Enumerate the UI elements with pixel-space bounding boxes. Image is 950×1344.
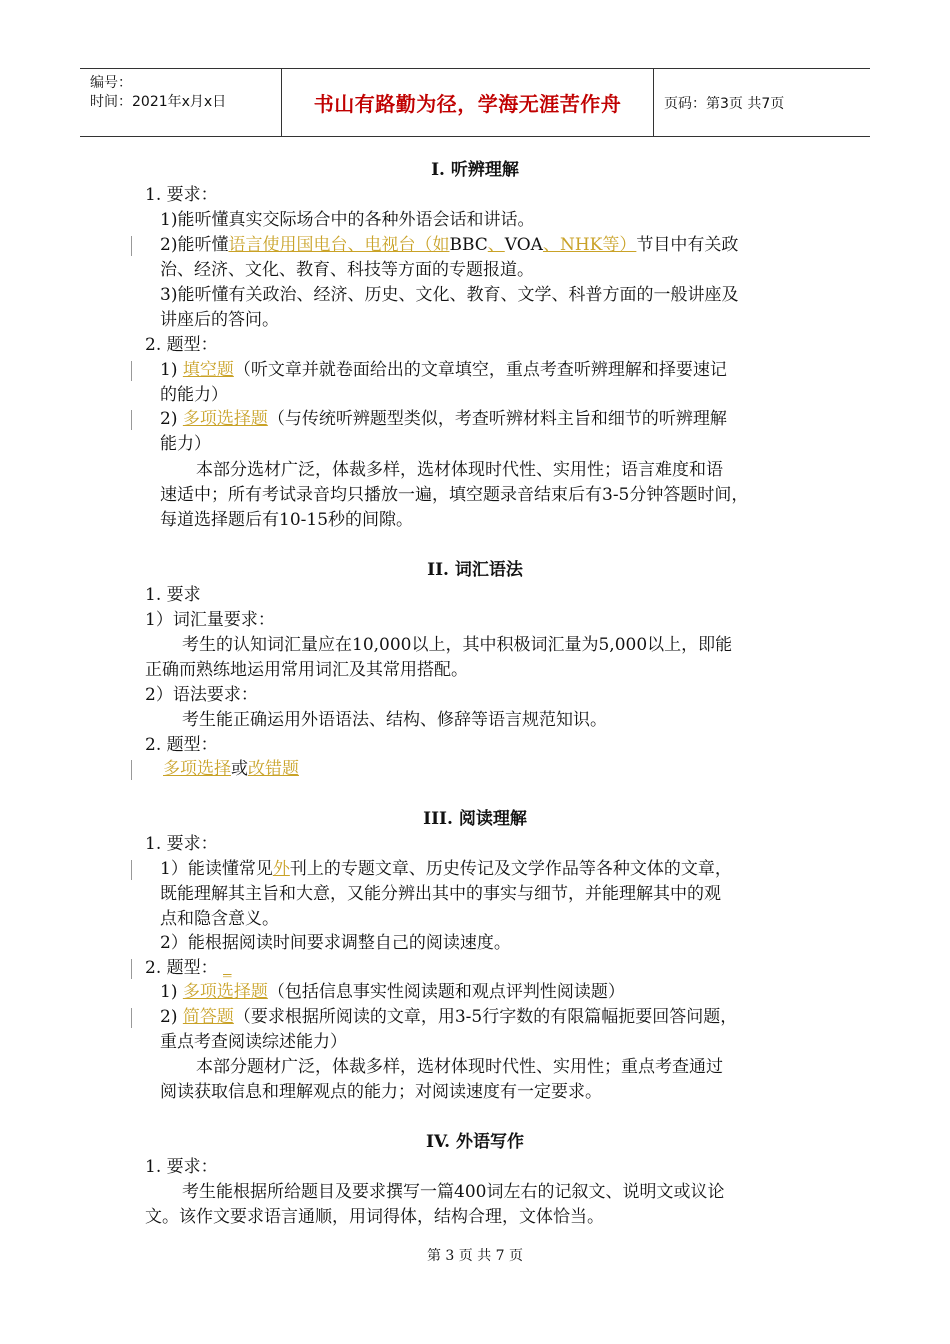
type-heading: 2. 题型： xyxy=(145,735,218,755)
paragraph-line: 考生能正确运用外语语法、结构、修辞等语言规范知识。 xyxy=(182,710,607,730)
requirement-item: 1)能听懂真实交际场合中的各种外语会话和讲话。 xyxy=(160,210,535,230)
type-item: 多项选择或改错题 xyxy=(163,759,299,779)
requirement-heading: 1. 要求 xyxy=(145,585,201,605)
requirement-item-cont: 既能理解其主旨和大意，又能分辨出其中的事实与细节，并能理解其中的观 xyxy=(160,884,721,904)
type-item-cont: 能力） xyxy=(160,434,211,454)
requirement-item-cont: 治、经济、文化、教育、科技等方面的专题报道。 xyxy=(160,260,534,280)
page-footer: 第 3 页 共 7 页 xyxy=(426,1248,524,1264)
revision-bar xyxy=(131,860,132,880)
sub-heading: 1）词汇量要求： xyxy=(145,610,275,630)
paragraph-line: 本部分选材广泛，体裁多样，选材体现时代性、实用性；语言难度和语 xyxy=(196,460,723,480)
number-label: 编号： xyxy=(90,75,132,91)
date-label: 时间：2021年x月x日 xyxy=(90,94,227,110)
revision-bar xyxy=(131,1008,132,1028)
type-item: 2) 多项选择题（与传统听辨题型类似，考查听辨材料主旨和细节的听辨理解 xyxy=(160,409,727,429)
header-page-cell xyxy=(654,69,870,136)
revision-bar xyxy=(131,236,132,256)
link-text[interactable]: 填空题 xyxy=(182,360,234,380)
section-title-reading: III. 阅读理解 xyxy=(423,809,527,829)
paragraph-line: 速适中；所有考试录音均只播放一遍，填空题录音结束后有3-5分钟答题时间， xyxy=(160,485,749,505)
link-text[interactable]: 外 xyxy=(272,859,290,879)
type-item: 1) 填空题（听文章并就卷面给出的文章填空，重点考查听辨理解和择要速记 xyxy=(160,360,727,380)
requirement-item: 3)能听懂有关政治、经济、历史、文化、教育、文学、科普方面的一般讲座及 xyxy=(160,285,739,305)
paragraph-line: 本部分题材广泛，体裁多样，选材体现时代性、实用性；重点考查通过 xyxy=(196,1057,723,1077)
header-meta-cell xyxy=(80,69,282,136)
page-label: 页码：第3页 共7页 xyxy=(664,95,785,112)
link-text[interactable]: 多项选择题 xyxy=(182,409,268,429)
type-item: 1) 多项选择题（包括信息事实性阅读题和观点评判性阅读题） xyxy=(160,982,625,1002)
section-title-writing: IV. 外语写作 xyxy=(425,1132,524,1152)
page-header xyxy=(80,68,870,137)
link-text[interactable]: 多项选择 xyxy=(163,759,231,779)
link-text[interactable]: 多项选择题 xyxy=(182,982,268,1002)
requirement-heading: 1. 要求： xyxy=(145,834,218,854)
requirement-item: 2)能听懂语言使用国电台、电视台（如BBC、VOA、NHK等）节目中有关政 xyxy=(160,235,739,255)
link-text[interactable]: _ xyxy=(223,958,232,978)
link-text[interactable]: 改错题 xyxy=(248,759,299,779)
motto: 书山有路勤为径，学海无涯苦作舟 xyxy=(313,92,622,116)
sub-heading: 2）语法要求： xyxy=(145,685,258,705)
requirement-item: 2）能根据阅读时间要求调整自己的阅读速度。 xyxy=(160,933,511,953)
revision-bar xyxy=(131,361,132,381)
type-item: 2) 简答题（要求根据所阅读的文章，用3-5行字数的有限篇幅扼要回答问题， xyxy=(160,1007,738,1027)
section-title-vocabulary: II. 词汇语法 xyxy=(427,560,523,580)
requirement-item-cont: 点和隐含意义。 xyxy=(160,909,279,929)
requirement-heading: 1. 要求： xyxy=(145,185,218,205)
link-text[interactable]: 语言使用国电台、电视台（如 xyxy=(228,235,450,255)
paragraph-line: 每道选择题后有10-15秒的间隙。 xyxy=(160,510,414,530)
paragraph-line: 考生能根据所给题目及要求撰写一篇400词左右的记叙文、说明文或议论 xyxy=(182,1182,725,1202)
link-text[interactable]: 、 xyxy=(487,235,505,255)
type-heading: 2. 题型： xyxy=(145,335,218,355)
paragraph-line: 考生的认知词汇量应在10,000以上，其中积极词汇量为5,000以上，即能 xyxy=(182,635,733,655)
requirement-heading: 1. 要求： xyxy=(145,1157,218,1177)
paragraph-line: 阅读获取信息和理解观点的能力；对阅读速度有一定要求。 xyxy=(160,1082,602,1102)
revision-bar xyxy=(131,760,132,780)
paragraph-line: 正确而熟练地运用常用词汇及其常用搭配。 xyxy=(145,660,468,680)
revision-bar xyxy=(131,959,132,979)
link-text[interactable]: 、NHK等） xyxy=(542,235,637,255)
section-title-listening: I. 听辨理解 xyxy=(431,160,519,180)
paragraph-line: 文。该作文要求语言通顺，用词得体，结构合理，文体恰当。 xyxy=(145,1207,604,1227)
type-heading: 2. 题型： _ xyxy=(145,958,232,978)
type-item-cont: 重点考查阅读综述能力） xyxy=(160,1032,347,1052)
requirement-item: 1）能读懂常见外刊上的专题文章、历史传记及文学作品等各种文体的文章， xyxy=(160,859,732,879)
type-item-cont: 的能力） xyxy=(160,385,228,405)
link-text[interactable]: 简答题 xyxy=(182,1007,234,1027)
requirement-item-cont: 讲座后的答问。 xyxy=(160,310,279,330)
header-motto-cell xyxy=(282,69,654,136)
revision-bar xyxy=(131,410,132,430)
